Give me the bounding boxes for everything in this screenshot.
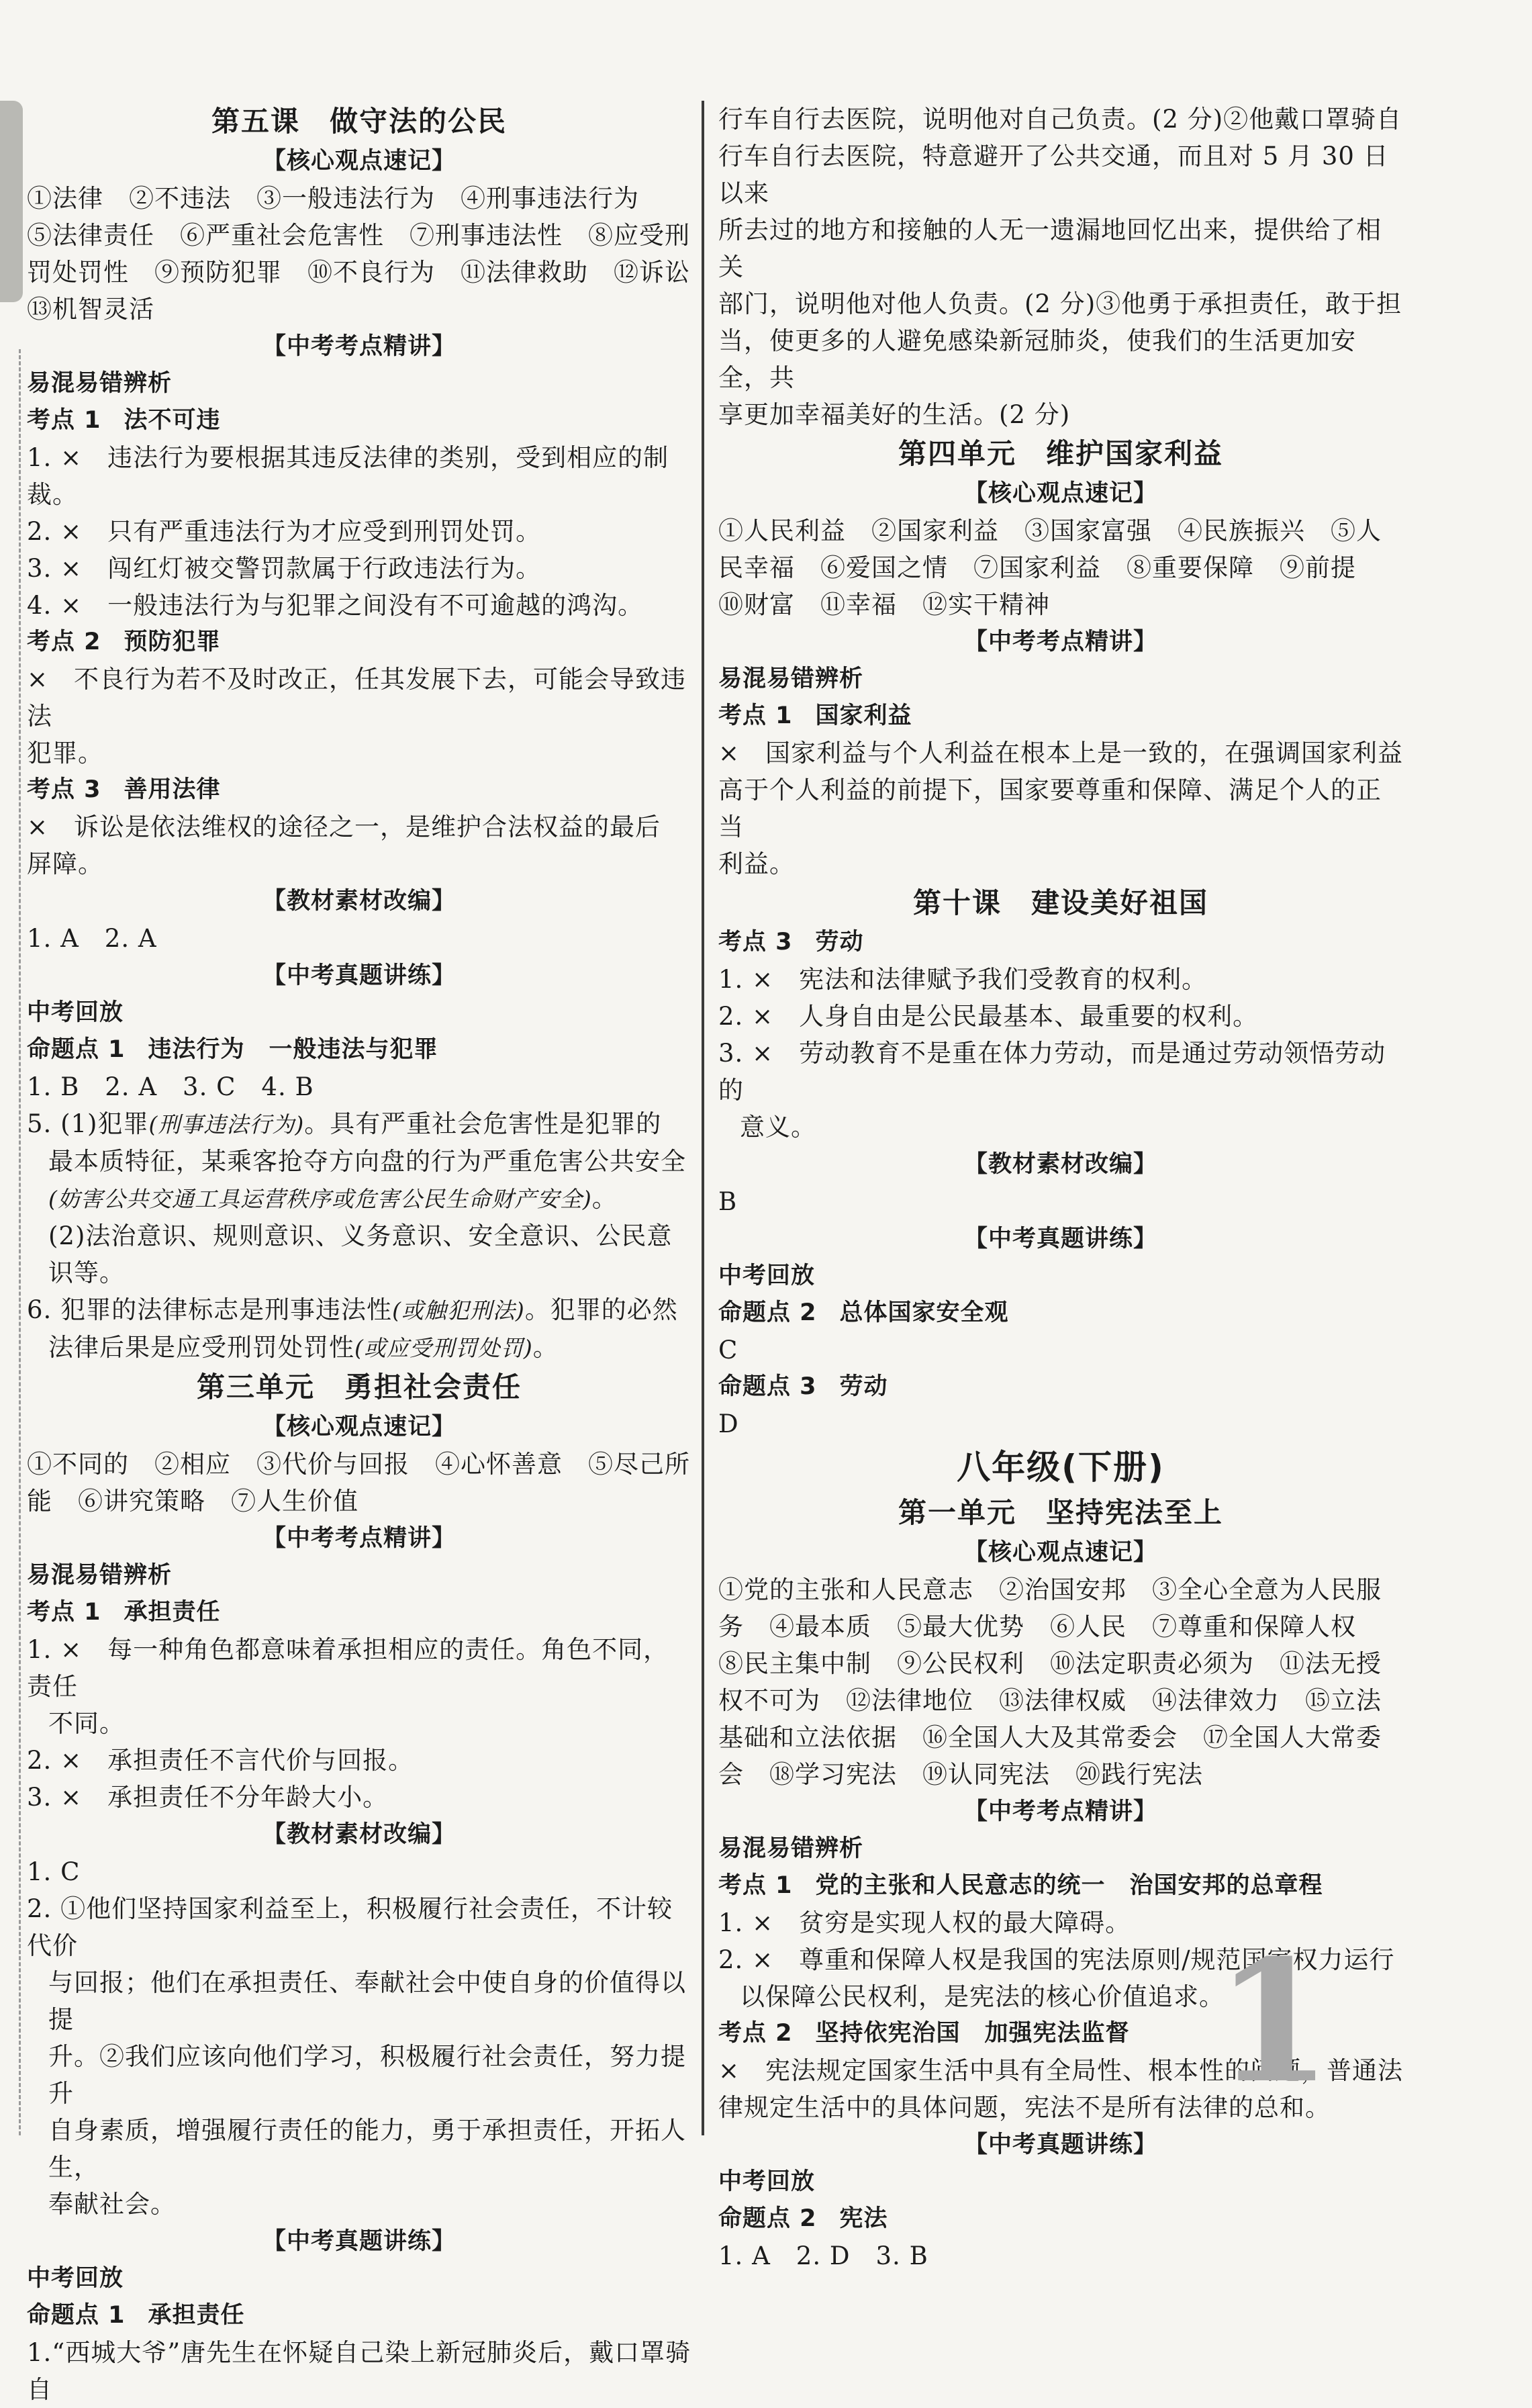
q5-text: 5. (1)犯罪 [27, 1109, 149, 1138]
proposition-topic: 承担责任 [148, 2302, 245, 2329]
lesson10-proposition-point-2 [718, 1295, 1403, 1332]
exam-point-label: 考点 1 [27, 407, 101, 434]
answer-item: 3. × 闯红灯被交警罚款属于行政违法行为。 [27, 554, 542, 583]
left-dashed-guide [19, 349, 21, 2135]
unit3-proposition-point-1 [27, 2297, 691, 2334]
grade8-unit1-title: 第一单元 坚持宪法至上 [898, 1496, 1223, 1529]
unit3-exam-heading: 【中考考点精讲】 [262, 1525, 456, 1552]
grade8-core-heading: 【核心观点速记】 [963, 1539, 1157, 1566]
exam-point-topic: 善用法律 [124, 776, 221, 803]
core-line: ①党的主张和人民意志 ②治国安邦 ③全心全意为人民服 [718, 1575, 1382, 1604]
proposition-topic: 劳动 [839, 1373, 888, 1400]
q5-line: 最本质特征，某乘客抢夺方向盘的行为严重危害公共安全 [48, 1147, 686, 1176]
exam-point-topic: 劳动 [815, 929, 864, 956]
confuse-heading: 易混易错辨析 [27, 1562, 173, 1589]
grade8-exam-point-1 [718, 1867, 1403, 1904]
q5-text: 。具有严重社会危害性是犯罪的 [304, 1109, 662, 1138]
unit3-core-heading: 【核心观点速记】 [262, 1414, 456, 1440]
grade8-proposition-point-2 [718, 2201, 1403, 2237]
exam-point-1 [27, 402, 691, 439]
answer-line: 屏障。 [27, 849, 103, 878]
unit4-title: 第四单元 维护国家利益 [898, 437, 1223, 470]
material-answer-line: 奉献社会。 [48, 2190, 176, 2219]
q5-line: (2)法治意识、规则意识、义务意识、安全意识、公民意识等。 [48, 1221, 673, 1287]
proposition-point-1 [27, 1031, 691, 1068]
answer-item: 1. × 宪法和法律赋予我们受教育的权利。 [718, 965, 1208, 994]
material-answer-line: 与回报；他们在承担责任、奉献社会中使自身的价值得以提 [48, 1968, 686, 2034]
column-divider [702, 101, 704, 2135]
continued-line: 享更加幸福美好的生活。(2 分) [718, 400, 1071, 429]
proposition-topic: 宪法 [839, 2205, 888, 2232]
q6-text: 法律后果是应受刑罚处罚性 [48, 1333, 354, 1362]
core-line: 会 ⑱学习宪法 ⑲认同宪法 ⑳践行宪法 [718, 1760, 1203, 1789]
answer-line: 律规定生活中的具体问题，宪法不是所有法律的总和。 [718, 2093, 1331, 2122]
answer-item: 2. × 尊重和保障人权是我国的宪法原则/规范国家权力运行 [718, 1945, 1395, 1974]
exam-point-label: 考点 1 [718, 1872, 793, 1899]
exam-point-label: 考点 3 [27, 776, 101, 803]
core-line: ①法律 ②不违法 ③一般违法行为 ④刑事违法行为 [27, 184, 639, 213]
core-points-heading: 【核心观点速记】 [262, 148, 456, 175]
q6-line [27, 1291, 691, 1329]
q6-note: (或应受刑罚处罚) [354, 1335, 533, 1361]
exam-point-topic: 法不可违 [124, 407, 221, 434]
lesson10-proposition-point-3 [718, 1369, 1403, 1405]
answer-item: 1. × 贫穷是实现人权的最大障碍。 [718, 1908, 1131, 1937]
core-line: ⑤法律责任 ⑥严重社会危害性 ⑦刑事违法性 ⑧应受刑 [27, 221, 690, 250]
material-answer-line: 自身素质，增强履行责任的能力，勇于承担责任，开拓人生， [48, 2116, 686, 2182]
core-line: ①不同的 ②相应 ③代价与回报 ④心怀善意 ⑤尽己所 [27, 1450, 690, 1479]
proposition-label: 命题点 1 [27, 1036, 126, 1063]
continued-line: 部门，说明他对他人负责。(2 分)③他勇于承担责任，敢于担 [718, 289, 1402, 318]
unit3-exam-point-1 [27, 1594, 691, 1631]
core-line: 权不可为 ⑫法律地位 ⑬法律权威 ⑭法律效力 ⑮立法 [718, 1686, 1382, 1715]
answer-item: 2. × 只有严重违法行为才应受到刑罚处罚。 [27, 517, 542, 546]
answer-item: 1. × 每一种角色都意味着承担相应的责任。角色不同，责任 [27, 1635, 669, 1701]
review-heading: 中考回放 [718, 2168, 816, 2195]
answer-item: 以保障公民权利，是宪法的核心价值追求。 [740, 1982, 1225, 2011]
q6-text: 6. 犯罪的法律标志是刑事违法性 [27, 1295, 393, 1324]
answer-item: 3. × 劳动教育不是重在体力劳动，而是通过劳动领悟劳动的 [718, 1039, 1386, 1105]
exam-point-label: 考点 1 [718, 702, 793, 729]
choice-answer: C [718, 1336, 738, 1364]
exam-point-topic: 坚持依宪治国 加强宪法监督 [815, 2020, 1130, 2047]
exam-point-3 [27, 772, 691, 808]
exam-point-topic: 国家利益 [815, 702, 912, 729]
q6-line [27, 1329, 691, 1367]
answer-line: 犯罪。 [27, 739, 103, 768]
answer-item: 1. × 违法行为要根据其违反法律的类别，受到相应的制裁。 [27, 443, 669, 509]
continued-line: 行车自行去医院，特意避开了公共交通，而且对 5 月 30 日以来 [718, 142, 1389, 207]
left-column [27, 101, 691, 2404]
lesson10-real-exam-heading: 【中考真题讲练】 [963, 1225, 1157, 1252]
unit3-material-heading: 【教材素材改编】 [262, 1821, 456, 1848]
confuse-heading: 易混易错辨析 [718, 1835, 864, 1862]
lesson10-material-heading: 【教材素材改编】 [963, 1151, 1157, 1178]
answer-line: 1.“西城大爷”唐先生在怀疑自己染上新冠肺炎后，戴口罩骑自 [27, 2338, 691, 2404]
lesson5-title: 第五课 做守法的公民 [211, 105, 507, 138]
answer-item: 意义。 [740, 1113, 816, 1142]
lesson10-title: 第十课 建设美好祖国 [912, 886, 1208, 919]
answer-item: 4. × 一般违法行为与犯罪之间没有不可逾越的鸿沟。 [27, 591, 644, 620]
q5-line [27, 1180, 691, 1217]
core-line: 民幸福 ⑥爱国之情 ⑦国家利益 ⑧重要保障 ⑨前提 [718, 553, 1356, 582]
unit3-title: 第三单元 勇担社会责任 [196, 1371, 522, 1403]
answer-line: × 不良行为若不及时改正，任其发展下去，可能会导致违法 [27, 665, 687, 731]
confuse-heading: 易混易错辨析 [718, 665, 864, 692]
lesson10-exam-point-3 [718, 924, 1403, 961]
proposition-label: 命题点 2 [718, 2205, 817, 2232]
material-answer-line: 2. ①他们坚持国家利益至上，积极履行社会责任，不计较代价 [27, 1894, 673, 1960]
core-line: 务 ④最本质 ⑤最大优势 ⑥人民 ⑦尊重和保障人权 [718, 1612, 1356, 1641]
continued-line: 所去过的地方和接触的人无一遗漏地回忆出来，提供给了相关 [718, 216, 1382, 281]
answer-line: 高于个人利益的前提下，国家要尊重和保障、满足个人的正当 [718, 776, 1382, 841]
review-heading: 中考回放 [718, 1262, 816, 1289]
material-answer: 1. C [27, 1857, 81, 1886]
exam-point-topic: 党的主张和人民意志的统一 治国安邦的总章程 [815, 1872, 1323, 1899]
material-answer-line: 升。②我们应该向他们学习，积极履行社会责任，努力提升 [48, 2042, 686, 2108]
q5-text: 。 [591, 1184, 618, 1213]
choice-answers: 1. A 2. D 3. B [718, 2241, 928, 2270]
q6-note: (或触犯刑法) [392, 1297, 525, 1324]
exam-point-label: 考点 2 [718, 2020, 793, 2047]
page-edge-tab [0, 101, 23, 302]
grade8-exam-heading: 【中考考点精讲】 [963, 1798, 1157, 1825]
real-exam-heading: 【中考真题讲练】 [262, 962, 456, 989]
q5-note: (妨害公共交通工具运营秩序或危害公民生命财产安全) [48, 1186, 592, 1212]
answer-line: × 诉讼是依法维权的途径之一，是维护合法权益的最后 [27, 813, 661, 841]
continued-line: 当，使更多的人避免感染新冠肺炎，使我们的生活更加安全，共 [718, 326, 1356, 392]
unit4-exam-point-1 [718, 698, 1403, 735]
answer-item: 2. × 人身自由是公民最基本、最重要的权利。 [718, 1002, 1259, 1031]
unit4-core-heading: 【核心观点速记】 [963, 480, 1157, 507]
proposition-topic: 总体国家安全观 [839, 1299, 1009, 1326]
q6-text: 。犯罪的必然 [524, 1295, 678, 1324]
answer-item: 3. × 承担责任不分年龄大小。 [27, 1783, 389, 1812]
review-heading: 中考回放 [27, 999, 124, 1026]
core-line: 能 ⑥讲究策略 ⑦人生价值 [27, 1487, 358, 1516]
answer-line: × 宪法规定国家生活中具有全局性、根本性的问题，普通法 [718, 2056, 1404, 2085]
exam-point-topic: 预防犯罪 [124, 629, 221, 655]
answer-item: 2. × 承担责任不言代价与回报。 [27, 1746, 414, 1775]
core-line: ⑧民主集中制 ⑨公民权利 ⑩法定职责必须为 ⑪法无授 [718, 1649, 1382, 1678]
proposition-label: 命题点 2 [718, 1299, 817, 1326]
choice-answer: D [718, 1409, 739, 1438]
answer-line: 利益。 [718, 849, 795, 878]
page-number: 1 [1215, 1923, 1332, 2120]
grade-title: 八年级(下册) [957, 1448, 1165, 1487]
exam-points-heading: 【中考考点精讲】 [262, 333, 456, 360]
confuse-heading: 易混易错辨析 [27, 370, 173, 397]
grade8-real-exam-heading: 【中考真题讲练】 [963, 2131, 1157, 2158]
exam-point-label: 考点 1 [27, 1599, 101, 1626]
proposition-topic: 违法行为 一般违法与犯罪 [148, 1036, 438, 1063]
core-line: ⑬机智灵活 [27, 295, 154, 324]
exam-point-label: 考点 2 [27, 629, 101, 655]
exam-point-topic: 承担责任 [124, 1599, 221, 1626]
review-heading: 中考回放 [27, 2265, 124, 2292]
proposition-label: 命题点 1 [27, 2302, 126, 2329]
core-line: 罚处罚性 ⑨预防犯罪 ⑩不良行为 ⑪法律救助 ⑫诉讼 [27, 258, 690, 287]
proposition-label: 命题点 3 [718, 1373, 817, 1400]
unit3-real-exam-heading: 【中考真题讲练】 [262, 2228, 456, 2255]
continued-line: 行车自行去医院，说明他对自己负责。(2 分)②他戴口罩骑自 [718, 105, 1402, 134]
core-line: ⑩财富 ⑪幸福 ⑫实干精神 [718, 590, 1050, 619]
q5-line [27, 1105, 691, 1143]
exam-point-label: 考点 3 [718, 929, 793, 956]
material-heading: 【教材素材改编】 [262, 888, 456, 915]
answer-line: × 国家利益与个人利益在根本上是一致的，在强调国家利益 [718, 739, 1404, 768]
core-line: 基础和立法依据 ⑯全国人大及其常委会 ⑰全国人大常委 [718, 1723, 1382, 1752]
material-answers: 1. A 2. A [27, 924, 157, 953]
exam-point-2 [27, 624, 691, 661]
unit4-exam-heading: 【中考考点精讲】 [963, 629, 1157, 655]
q6-text: 。 [532, 1333, 559, 1362]
material-answer: B [718, 1187, 738, 1216]
choice-answers: 1. B 2. A 3. C 4. B [27, 1072, 314, 1101]
answer-item: 不同。 [48, 1709, 125, 1738]
q5-note: (刑事违法行为) [148, 1111, 305, 1138]
core-line: ①人民利益 ②国家利益 ③国家富强 ④民族振兴 ⑤人 [718, 516, 1382, 545]
